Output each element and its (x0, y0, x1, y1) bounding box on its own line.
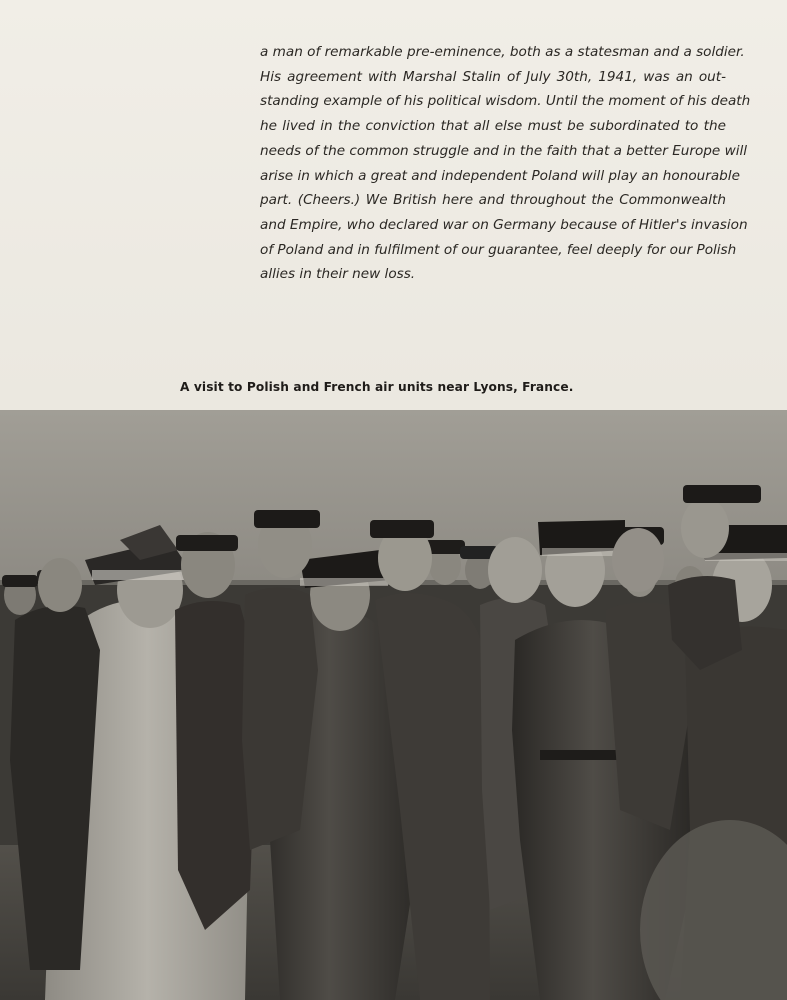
text-line: a man of remarkable pre-eminence, both as a statesman and a soldier. (260, 44, 745, 60)
photograph (0, 410, 787, 1000)
text-line: and Empire, who declared war on Germany because of Hitler's invasion (260, 216, 748, 233)
text-line: standing example of his political wisdom. Until the moment of his death (260, 93, 751, 110)
text-line: part. (Cheers.) We British here and throughout the Commonwealth (260, 192, 726, 209)
photograph-illustration (0, 410, 787, 1000)
text-line: His agreement with Marshal Stalin of July 30th, 1941, was an out- (260, 68, 726, 85)
body-text (260, 40, 751, 287)
text-line: needs of the common struggle and in the faith that a better Europe will (260, 142, 748, 159)
text-line: arise in which a great and independent Poland will play an honourable (260, 167, 740, 184)
text-line: he lived in the conviction that all else must be subordinated to the (260, 118, 726, 135)
text-line: allies in their new loss. (260, 266, 416, 283)
text-line: of Poland and in fulfilment of our guarantee, feel deeply for our Polish (260, 241, 737, 258)
photo-caption: A visit to Polish and French air units near Lyons, France. (180, 380, 574, 394)
